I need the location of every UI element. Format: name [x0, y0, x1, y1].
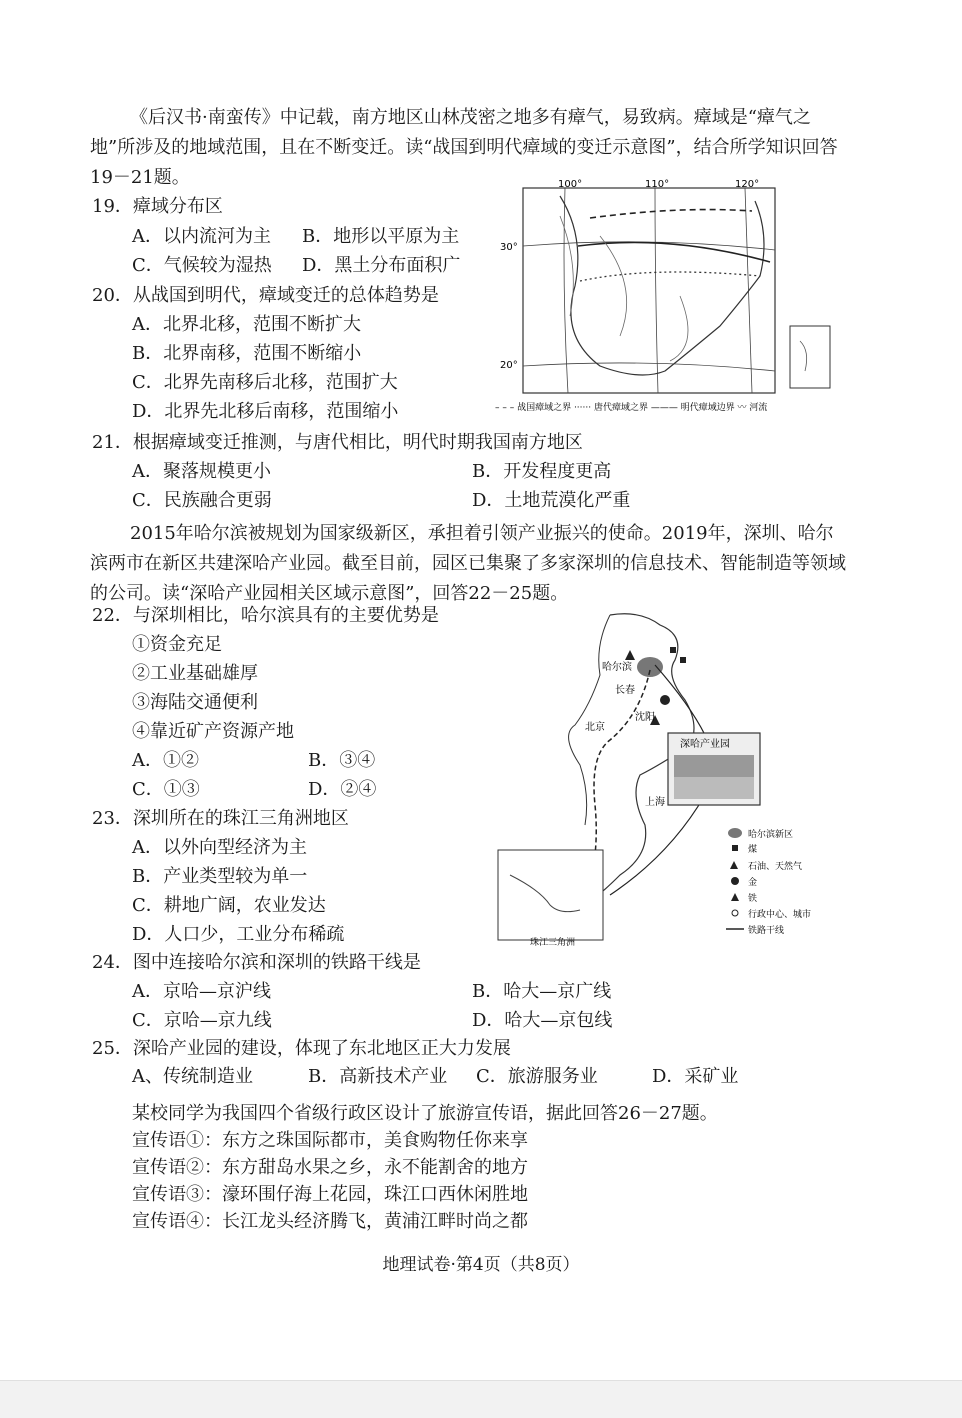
question-25: 25．深哈产业园的建设，体现了东北地区正大力发展 [92, 1038, 511, 1059]
q21-option-b: B．开发程度更高 [472, 461, 612, 482]
q22-option-d: D．②④ [308, 779, 377, 800]
legend-railway: 铁路干线 [748, 926, 785, 936]
inset-title: 深哈产业园 [680, 739, 730, 750]
city-shanghai: 上海 [645, 797, 665, 808]
viewer-bottom-bar [0, 1380, 962, 1418]
q19-option-b: B．地形以平原为主 [302, 226, 460, 247]
q22-statement-2: ②工业基础雄厚 [132, 663, 258, 684]
q19-option-d: D．黑土分布面积广 [302, 255, 461, 276]
q20-option-c: C．北界先南移后北移，范围扩大 [132, 372, 398, 393]
q22-statement-4: ④靠近矿产资源产地 [132, 721, 294, 742]
q21-option-a: A．聚落规模更小 [132, 461, 271, 482]
slogan-4: 宣传语④：长江龙头经济腾飞，黄浦江畔时尚之都 [132, 1211, 528, 1232]
q25-option-a: A、传统制造业 [132, 1066, 253, 1087]
lon-label-100: 100° [558, 179, 583, 190]
q19-option-a: A．以内流河为主 [132, 226, 271, 247]
harbin-new-district [637, 657, 663, 677]
question-21: 21．根据瘴域变迁推测，与唐代相比，明代时期我国南方地区 [92, 432, 583, 453]
q22-option-b: B．③④ [308, 750, 376, 771]
q24-option-c: C．京哈—京九线 [132, 1010, 272, 1031]
miasma-domain-map [490, 176, 840, 416]
q22-statement-1: ①资金充足 [132, 634, 222, 655]
q21-option-c: C．民族融合更弱 [132, 490, 272, 511]
intro-passage-22-25: 2015年哈尔滨被规划为国家级新区，承担着引领产业振兴的使命。2019年，深圳、哈尔滨两市在新区共建深哈产业园。截至目前，园区已集聚了多家深圳的信息技术、智能制造等领域的公司。读“深哈产业园相关区域示意图”，回答22－25题。 [90, 523, 846, 604]
q21-option-d: D．土地荒漠化严重 [472, 490, 631, 511]
q24-option-a: A．京哈—京沪线 [132, 981, 271, 1002]
slogan-3: 宣传语③：濠环围仔海上花园，珠江口西休闲胜地 [132, 1184, 528, 1205]
q23-option-c: C．耕地广阔，农业发达 [132, 895, 326, 916]
page-footer: 地理试卷·第4页（共8页） [382, 1255, 580, 1275]
q23-option-a: A．以外向型经济为主 [132, 837, 307, 858]
question-19: 19．瘴域分布区 [92, 196, 223, 217]
question-24: 24．图中连接哈尔滨和深圳的铁路干线是 [92, 952, 421, 973]
question-20: 20．从战国到明代，瘴域变迁的总体趋势是 [92, 285, 439, 306]
q25-option-b: B．高新技术产业 [308, 1066, 448, 1087]
question-22: 22．与深圳相比，哈尔滨具有的主要优势是 [92, 605, 439, 626]
city-changchun: 长春 [615, 685, 635, 696]
q22-statement-3: ③海陆交通便利 [132, 692, 258, 713]
q22-option-a: A．①② [132, 750, 199, 771]
city-beijing: 北京 [585, 722, 605, 733]
slogan-2: 宣传语②：东方甜岛水果之乡，永不能割舍的地方 [132, 1157, 528, 1178]
lat-label-30: 30° [500, 242, 518, 253]
inset-zhujiang-delta: 珠江三角洲 [530, 938, 576, 948]
legend-coal: 煤 [748, 845, 758, 855]
question-23: 23．深圳所在的珠江三角洲地区 [92, 808, 349, 829]
legend-iron: 铁 [748, 894, 758, 904]
q20-option-d: D．北界先北移后南移，范围缩小 [132, 401, 399, 422]
legend-oil-gas: 石油、天然气 [748, 862, 803, 872]
q25-option-d: D．采矿业 [652, 1066, 739, 1087]
city-harbin: 哈尔滨 [602, 662, 632, 673]
city-shenyang: 沈阳 [635, 712, 655, 723]
q24-option-b: B．哈大—京广线 [472, 981, 612, 1002]
map1-legend: – – – 战国瘴域之界 ······ 唐代瘴域之界 ——— 明代瘴域边界 〰 河流 [495, 403, 768, 413]
q23-option-b: B．产业类型较为单一 [132, 866, 308, 887]
lon-label-110: 110° [645, 179, 670, 190]
shenha-park-map [490, 605, 830, 950]
legend-gold: 金 [748, 878, 758, 888]
legend-new-district: 哈尔滨新区 [748, 830, 794, 840]
q20-option-a: A．北界北移，范围不断扩大 [132, 314, 361, 335]
slogan-1: 宣传语①：东方之珠国际都市，美食购物任你来享 [132, 1130, 528, 1151]
q20-option-b: B．北界南移，范围不断缩小 [132, 343, 362, 364]
q23-option-d: D．人口少，工业分布稀疏 [132, 924, 345, 945]
lon-label-120: 120° [735, 179, 760, 190]
legend-city: 行政中心、城市 [748, 910, 812, 920]
lat-label-20: 20° [500, 360, 518, 371]
q22-option-c: C．①③ [132, 779, 200, 800]
intro-passage-26-27: 某校同学为我国四个省级行政区设计了旅游宣传语，据此回答26－27题。 [132, 1103, 718, 1124]
q19-option-c: C．气候较为湿热 [132, 255, 272, 276]
q25-option-c: C．旅游服务业 [476, 1066, 598, 1087]
intro-passage-19-21: 《后汉书·南蛮传》中记载，南方地区山林茂密之地多有瘴气，易致病。瘴域是“瘴气之地”所涉及的地域范围，且在不断变迁。读“战国到明代瘴域的变迁示意图”，结合所学知识回答19－21题。 [90, 107, 838, 188]
q24-option-d: D．哈大—京包线 [472, 1010, 613, 1031]
